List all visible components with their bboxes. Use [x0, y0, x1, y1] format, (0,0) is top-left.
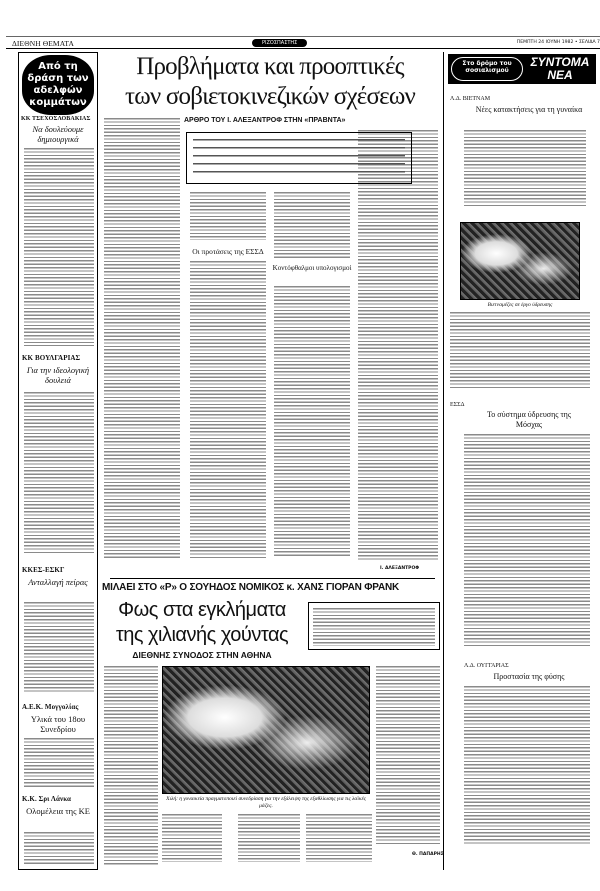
- article-text: [24, 392, 94, 555]
- headline-line: των σοβιετοκινεζικών σχέσεων: [124, 83, 416, 110]
- article-text: [464, 130, 586, 208]
- strap: ΜΙΛΑΕΙ ΣΤΟ «Ρ» Ο ΣΟΥΗΔΟΣ ΝΟΜΙΚΟΣ κ. ΧΑΝΣ ΓΙΟΡΑΝ ΦΡΑΝΚ: [102, 582, 400, 593]
- badge-title: ΣΥΝΤΟΜΑ ΝΕΑ: [530, 55, 590, 82]
- section-label: ΔΙΕΘΝΗ ΘΕΜΑΤΑ: [12, 39, 74, 48]
- article-text: [24, 832, 94, 866]
- headline-line: της χιλιανής χούντας: [115, 624, 289, 646]
- article-text: [464, 434, 590, 648]
- article-text: [104, 666, 158, 866]
- item-title: Για την ιδεολογική δουλειά: [26, 365, 90, 385]
- article-text: [306, 814, 372, 862]
- second-headline: [100, 598, 304, 648]
- column-divider: [443, 52, 444, 870]
- subhead: Οι προτάσεις της ΕΣΣΔ: [192, 247, 264, 256]
- photo-caption: Βιετναμέζες σε έργο ύδρευσης: [487, 302, 553, 308]
- page-header: [6, 36, 600, 49]
- signature: Ι. ΑΛΕΞΑΝΤΡΟΦ: [380, 566, 420, 571]
- subhead: Κοντόφθαλμοι υπολογισμοί: [272, 264, 352, 272]
- headline-line: Προβλήματα και προοπτικές: [136, 53, 404, 80]
- main-headline: [100, 52, 440, 112]
- article-text: [274, 286, 350, 558]
- party-label: Α.Ε.Κ. Μογγολίας: [22, 703, 79, 711]
- badge-oval: Στο δρόμο του σοσιαλισμού: [451, 57, 523, 81]
- item-title: Υλικά του 18ου Συνεδρίου: [30, 714, 86, 734]
- article-text: [274, 192, 350, 258]
- item-title: Νέες κατακτήσεις για τη γυναίκα: [475, 105, 583, 114]
- item-title: Το σύστημα ύδρευσης της Μόσχας: [486, 410, 572, 429]
- article-text: [450, 312, 590, 390]
- headline-line: Φως στα εγκλήματα: [118, 599, 286, 621]
- intro-text: [193, 139, 405, 179]
- photo-caption: Χιλή: η γυναικεία πραγματοποιεί συνεδρίαση για την εξάλειψη της εξαθλίωσης για τις λαϊκές μάζες.: [166, 796, 366, 809]
- country-label: ΕΣΣΔ: [450, 402, 465, 408]
- article-text: [464, 686, 590, 846]
- divider: [110, 578, 435, 579]
- party-label: ΚΚ ΤΣΕΧΟΣΛΟΒΑΚΙΑΣ: [21, 116, 91, 122]
- intro-box: [308, 602, 440, 650]
- intro-box: [186, 132, 412, 184]
- article-text: [24, 148, 94, 346]
- article-text: [24, 602, 94, 694]
- dateline: ΠΕΜΠΤΗ 24 ΙΟΥΝΗ 1982 • ΣΕΛΙΔΑ 7: [516, 40, 600, 45]
- article-text: [162, 814, 222, 862]
- article-text: [376, 666, 440, 846]
- signature: Θ. ΠΑΠΑΡΗΣ: [412, 852, 444, 857]
- intro-text: [313, 608, 435, 646]
- chile-photo: [162, 666, 370, 794]
- masthead-pill: ΡΙΖΟΣΠΑΣΤΗΣ: [252, 39, 307, 47]
- item-title: Να δουλεύουμε δημιουργικά: [32, 124, 84, 144]
- country-label: Λ.Δ. ΟΥΓΓΑΡΙΑΣ: [464, 663, 509, 669]
- article-text: [24, 738, 94, 788]
- country-label: Λ.Δ. ΒΙΕΤΝΑΜ: [450, 96, 491, 102]
- item-title: Προστασία της φύσης: [493, 672, 565, 681]
- second-subhead: ΔΙΕΘΝΗΣ ΣΥΝΟΔΟΣ ΣΤΗΝ ΑΘΗΝΑ: [132, 650, 272, 660]
- party-label: ΚΚΕΣ-ΕΣΚΓ: [22, 566, 65, 574]
- article-text: [358, 130, 438, 562]
- article-text: [190, 261, 266, 558]
- left-badge: Από τη δράση των αδελφών κομμάτων: [22, 55, 94, 115]
- party-label: Κ.Κ. Σρι Λάνκα: [22, 795, 72, 803]
- kicker: ΑΡΘΡΟ ΤΟΥ Ι. ΑΛΕΞΑΝΤΡΟΦ ΣΤΗΝ «ΠΡΑΒΝΤΑ»: [184, 117, 346, 124]
- article-text: [190, 192, 266, 240]
- right-badge: [448, 54, 596, 84]
- item-title: Ολομέλεια της ΚΕ: [26, 806, 90, 816]
- article-text: [238, 814, 300, 862]
- article-text: [104, 118, 180, 558]
- vietnam-photo: [460, 222, 580, 300]
- item-title: Ανταλλαγή πείρας: [28, 577, 88, 587]
- party-label: ΚΚ ΒΟΥΛΓΑΡΙΑΣ: [22, 354, 81, 362]
